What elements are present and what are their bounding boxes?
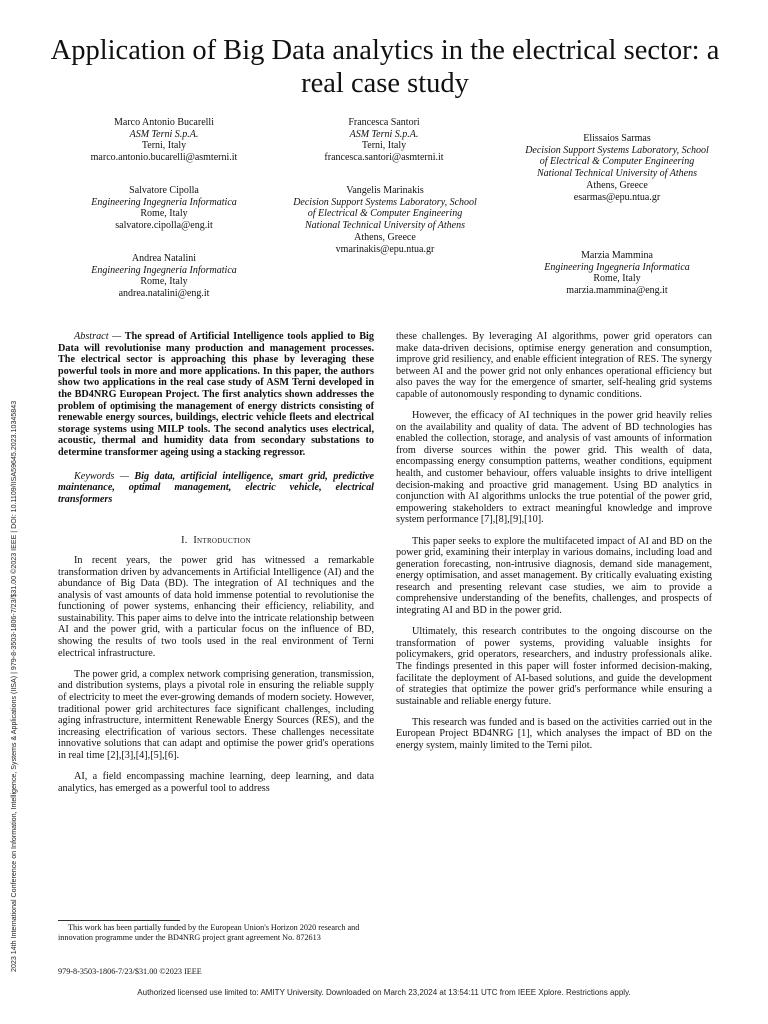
- author-affiliation: Engineering Ingegneria Informatica: [544, 261, 690, 273]
- license-footer: Authorized licensed use limited to: AMITY University. Downloaded on March 23,2024 at 13:54:11 UTC from IEEE Xplore. Restrictions apply.: [137, 988, 631, 997]
- author-affiliation: Engineering Ingegneria Informatica: [91, 264, 237, 276]
- author-name: Vangelis Marinakis: [346, 185, 424, 196]
- paragraph: This paper seeks to explore the multifaceted impact of AI and BD on the power grid, examining their interplay in various domains, including load and generation forecasting, non-intrusive diagnosis, demand side management, energy optimisation, and asset management. By critically evaluating existing research and presenting relevant case studies, we aim to provide a comprehensive understanding of the benefits, challenges, and prospects of integrating AI and BD in the power grid.: [396, 535, 712, 617]
- section-number: I.: [181, 535, 188, 547]
- author-email: vmarinakis@epu.ntua.gr: [335, 243, 435, 255]
- author-email: salvatore.cipolla@eng.it: [115, 220, 213, 232]
- author-location: Rome, Italy: [140, 276, 188, 288]
- paragraph: This research was funded and is based on the activities carried out in the European Project BD4NRG [1], which analyses the impact of BD on the energy system, mainly limited to the Terni pilot.: [396, 716, 712, 751]
- author-block: [520, 250, 714, 297]
- paper-title: Application of Big Data analytics in the electrical sector: a real case study: [50, 35, 720, 99]
- footnote-divider: [58, 920, 180, 921]
- left-column: [58, 331, 374, 804]
- author-name: Elissaios Sarmas: [583, 133, 651, 144]
- author-location: Athens, Greece: [586, 179, 648, 191]
- abstract-text: The spread of Artificial Intelligence tools applied to Big Data will revolutionise many production and management processes. The electrical sector is approaching this phase by leveraging these powerful tools in more and more applications. In this paper, the authors show two applications in the real case study of ASM Terni developed in the BD4NRG European Project. The first analytics shown addresses the problem of optimising the management of energy districts consisting of renewable energy sources, buildings, electric vehicle fleets and electrical storage systems using MILP tools. The second analytics uses electrical, acoustic, thermal and humidity data from secondary substations to determine transformer ageing using a stacking regressor.: [58, 331, 374, 458]
- author-name: Salvatore Cipolla: [129, 185, 199, 196]
- author-affiliation: Engineering Ingegneria Informatica: [91, 196, 237, 208]
- author-affiliation: Decision Support Systems Laboratory, School of Electrical & Computer Engineering National Technical University of Athens: [293, 196, 477, 232]
- author-name: Marzia Mammina: [581, 250, 653, 261]
- author-block: [58, 253, 270, 300]
- author-affiliation: ASM Terni S.p.A.: [129, 128, 199, 140]
- keywords-text: Big data, artificial intelligence, smart grid, predictive maintenance, optimal management, electric vehicle, electrical transformers: [58, 470, 374, 505]
- conference-sidebar-text: 2023 14th International Conference on Information, Intelligence, Systems & Applications (IISA) | 979-8-3503-1806-7/23/$31.00 ©2023 IEEE | DOI: 10.1109/IISA59645.2023.10345843: [10, 400, 18, 972]
- paragraph: these challenges. By leveraging AI algorithms, power grid operators can make data-driven decisions, optimise energy generation and consumption, improve grid resiliency, and enable efficient integration of RES. The synergy between AI and the power grid not only enhances operational efficiency but also paves the way for the emergence of smarter, self-healing grid systems capable of autonomously responding to dynamic conditions.: [396, 331, 712, 400]
- author-location: Rome, Italy: [140, 208, 188, 220]
- author-block: [288, 117, 480, 164]
- author-email: andrea.natalini@eng.it: [118, 288, 210, 300]
- author-email: esarmas@epu.ntua.gr: [573, 191, 661, 203]
- author-name: Marco Antonio Bucarelli: [114, 117, 214, 128]
- author-email: francesca.santori@asmterni.it: [324, 152, 444, 164]
- author-block: [58, 117, 270, 164]
- author-location: Athens, Greece: [354, 231, 416, 243]
- author-email: marzia.mammina@eng.it: [566, 285, 668, 297]
- author-affiliation: ASM Terni S.p.A.: [349, 128, 419, 140]
- paragraph: Ultimately, this research contributes to the ongoing discourse on the transformation of power systems, providing valuable insights for policymakers, grid operators, researchers, and industry professionals alike. The findings presented in this paper will foster informed decision-making, facilitate the deployment of AI-based solutions, and guide the development of strategies that optimize the power grid's performance while ensuring a sustainable and reliable energy future.: [396, 626, 712, 707]
- author-affiliation: Decision Support Systems Laboratory, School of Electrical & Computer Engineering National Technical University of Athens: [525, 144, 709, 180]
- author-location: Terni, Italy: [141, 140, 187, 152]
- author-location: Terni, Italy: [361, 140, 407, 152]
- footnote-text: This work has been partially funded by the European Union's Horizon 2020 research and innovation programme under the BD4NRG project grant agreement No. 872613: [58, 923, 360, 942]
- author-block: [524, 133, 710, 203]
- author-email: marco.antonio.bucarelli@asmterni.it: [90, 152, 238, 164]
- author-name: Andrea Natalini: [131, 253, 197, 264]
- copyright-line: 979-8-3503-1806-7/23/$31.00 ©2023 IEEE: [58, 967, 202, 976]
- section-title: Introduction: [193, 535, 251, 547]
- section-heading: [58, 535, 374, 547]
- paragraph: The power grid, a complex network comprising generation, transmission, and distribution systems, plays a pivotal role in ensuring the reliable supply of electricity to meet the ever-growing demands of modern society. However, traditional power grid architectures face significant challenges, including aging infrastructure, intermittent Renewable Energy Sources (RES), and the increasing electrification of various sectors. These challenges necessitate innovative solutions that can adapt and optimise the power grid's operations in real time [2],[3],[4],[5],[6].: [58, 668, 374, 761]
- keywords: [58, 471, 374, 506]
- right-column: [396, 331, 712, 761]
- paragraph: AI, a field encompassing machine learning, deep learning, and data analytics, has emerged as a powerful tool to address: [58, 771, 374, 794]
- abstract-label: Abstract —: [74, 331, 122, 342]
- author-location: Rome, Italy: [593, 273, 641, 285]
- author-block: [290, 185, 480, 255]
- footnote: [58, 923, 376, 943]
- author-name: Francesca Santori: [348, 117, 420, 128]
- keywords-label: Keywords —: [74, 470, 129, 482]
- paragraph: In recent years, the power grid has witnessed a remarkable transformation driven by advancements in Artificial Intelligence (AI) and the abundance of Big Data (BD). The integration of AI techniques and the analysis of vast amounts of data hold immense potential to revolutionise the functioning of power systems, enhancing their efficiency, reliability, and sustainability. This paper aims to delve into the intricate relationship between AI and the power grid, with a particular focus on the influence of BD, showing the results of two tools used in the real environment of Terni electrical infrastructure.: [58, 554, 374, 659]
- paragraph: However, the efficacy of AI techniques in the power grid heavily relies on the availability and quality of data. The advent of BD technologies has enabled the collection, storage, and analysis of vast amounts of information from diverse sources within the power grid. This wealth of data, encompassing energy consumption patterns, weather conditions, equipment health, and customer behaviour, offers valuable insights to drive intelligent decision-making and proactive grid management. Using BD analytics in conjunction with AI algorithms unlocks the true potential of the power grid, empowering stakeholders to extract meaningful knowledge and improve system performance [7],[8],[9],[10].: [396, 410, 712, 526]
- author-block: [58, 185, 270, 232]
- abstract: [58, 331, 374, 459]
